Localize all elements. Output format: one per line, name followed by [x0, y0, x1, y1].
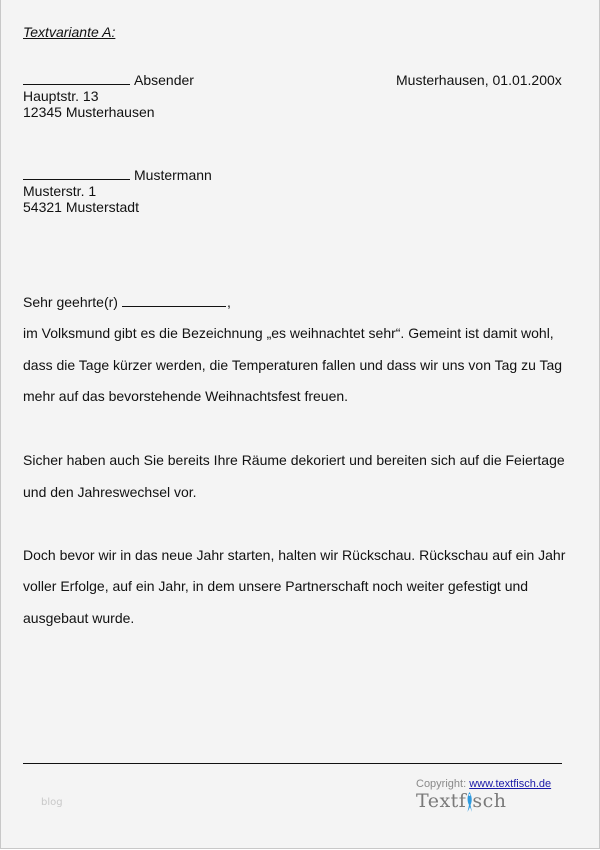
sender-blank-line: [23, 72, 130, 85]
body-line: Sicher haben auch Sie bereits Ihre Räume dekoriert und bereiten sich auf die Feiertage: [23, 452, 565, 468]
salutation-blank-line: [122, 294, 226, 307]
salutation-suffix: ,: [226, 294, 231, 310]
blog-watermark: blog: [41, 797, 63, 808]
sender-street: Hauptstr. 13: [23, 88, 99, 104]
footer-divider: [23, 763, 562, 764]
copyright-link[interactable]: www.textfisch.de: [469, 778, 552, 790]
recipient-city: 54321 Musterstadt: [23, 199, 139, 215]
recipient-blank-line: [23, 167, 130, 180]
fish-icon: [466, 790, 472, 812]
salutation-prefix: Sehr geehrte(r): [23, 294, 118, 310]
copyright-label: Copyright:: [416, 778, 467, 790]
variant-title: Textvariante A:: [23, 24, 116, 40]
recipient-street: Musterstr. 1: [23, 183, 97, 199]
body-line: und den Jahreswechsel vor.: [23, 484, 197, 500]
sender-name-line: [23, 72, 194, 88]
salutation: [23, 294, 231, 310]
place-date: Musterhausen, 01.01.200x: [396, 72, 562, 88]
body-line: voller Erfolge, auf ein Jahr, in dem unsere Partnerschaft noch weiter gefestigt und: [23, 578, 529, 594]
textfisch-logo: [416, 790, 506, 812]
body-line: im Volksmund gibt es die Bezeichnung „es weihnachtet sehr“. Gemeint ist damit wohl,: [23, 325, 554, 341]
body-line: mehr auf das bevorstehende Weihnachtsfest freuen.: [23, 388, 349, 404]
recipient-name: Mustermann: [134, 167, 212, 183]
logo-text-left: Textf: [416, 790, 467, 812]
body-line: dass die Tage kürzer werden, die Temperaturen fallen und dass wir uns von Tag zu Tag: [23, 357, 563, 373]
body-line: Doch bevor wir in das neue Jahr starten, halten wir Rückschau. Rückschau auf ein Jahr: [23, 547, 566, 563]
body-line: ausgebaut wurde.: [23, 610, 135, 626]
recipient-name-line: [23, 167, 212, 183]
sender-name: Absender: [134, 72, 194, 88]
sender-city: 12345 Musterhausen: [23, 104, 155, 120]
logo-text-right: sch: [472, 790, 507, 812]
